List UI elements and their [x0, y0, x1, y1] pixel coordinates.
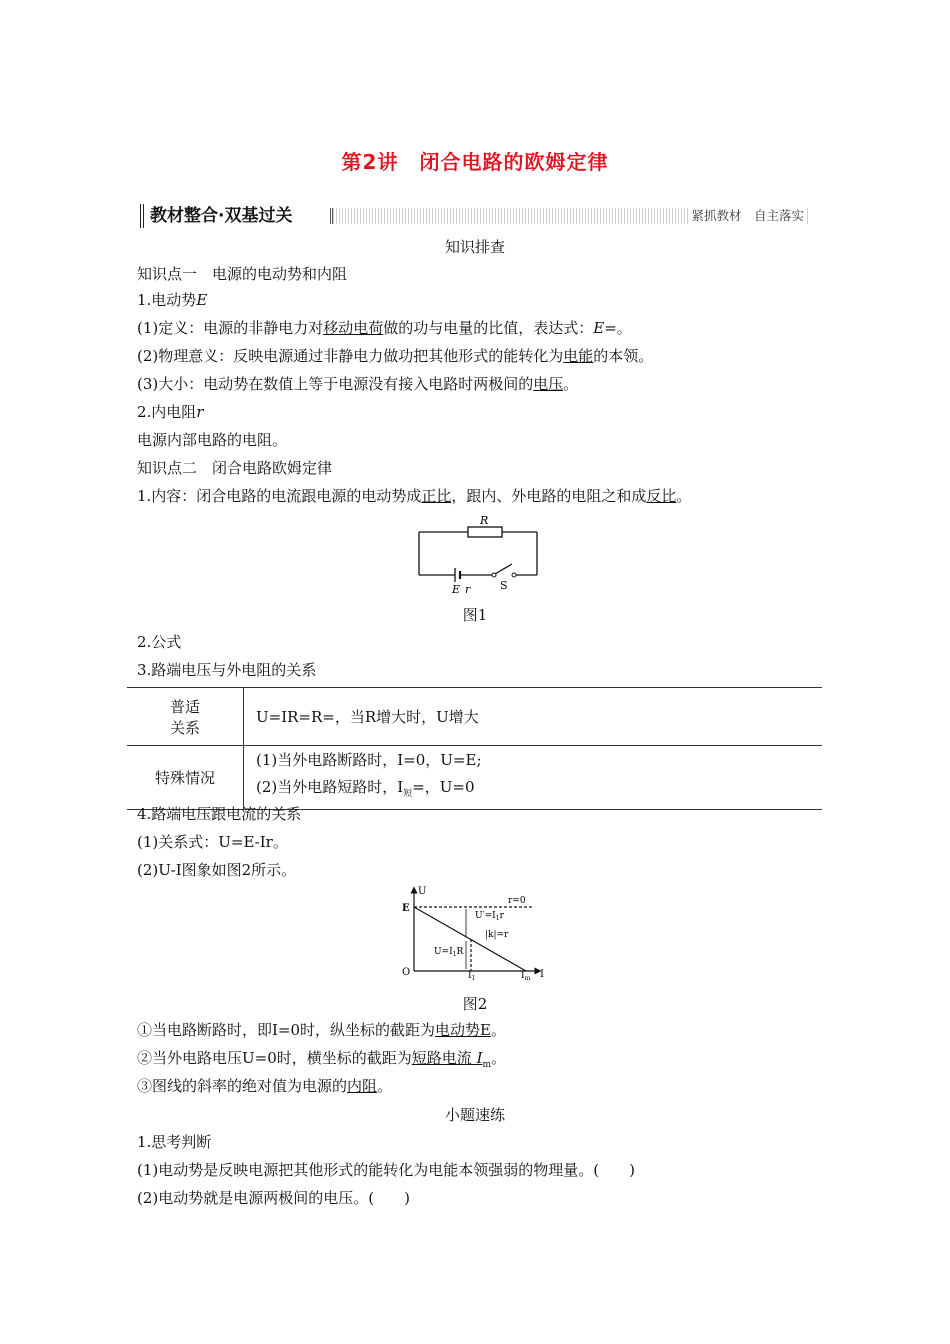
fig1-caption: 图1 — [462, 606, 488, 624]
heading-practice: 小题速练 — [444, 1106, 505, 1124]
fig2-caption: 图2 — [462, 995, 488, 1013]
note1-blank: 电动势E — [435, 1021, 491, 1039]
ui-line — [414, 907, 526, 971]
label-uprime — [475, 911, 505, 922]
note2-suffix: 。 — [491, 1049, 507, 1067]
def-suffix: 做的功与电量的比值，表达式： — [383, 319, 594, 337]
ui-expression: (1)关系式：U=E-Ir。 — [137, 833, 288, 851]
axis-label-I: I — [540, 969, 544, 980]
uprime-sub: 1 — [495, 915, 500, 922]
resistor-R — [468, 527, 502, 537]
emf-meaning — [137, 346, 653, 366]
ohm-content — [137, 486, 691, 506]
uir-sub: 1 — [452, 951, 457, 958]
note3-suffix: 。 — [377, 1077, 393, 1095]
content-suffix: 。 — [676, 487, 692, 505]
emf-heading — [137, 290, 207, 310]
im-main: I — [521, 971, 525, 980]
row2-line2-prefix: (2)当外电路短路时，I — [256, 778, 404, 796]
uir-end: R — [456, 947, 464, 957]
note2-blank-symbol: I — [476, 1049, 483, 1067]
note3-blank: 内阻 — [347, 1077, 378, 1095]
row2-line2-suffix: =，U=0 — [412, 778, 475, 796]
note1-suffix: 。 — [491, 1021, 507, 1039]
size-blank: 电压 — [533, 375, 564, 393]
label-uir — [434, 947, 464, 958]
relation-heading: 3.路端电压与外电阻的关系 — [137, 661, 317, 679]
note2-prefix: ②当外电路电压U=0时，横坐标的截距为 — [137, 1049, 412, 1067]
i1-sub: 1 — [471, 975, 476, 980]
section-bar-title: 教材整合·双基过关 — [140, 204, 298, 228]
page-title: 第2讲 闭合电路的欧姆定律 — [341, 150, 609, 174]
note1-prefix: ①当电路断路时，即I=0时，纵坐标的截距为 — [137, 1021, 436, 1039]
uprime-main: U′=I — [475, 911, 496, 921]
row1-head-a: 普适 — [169, 697, 200, 716]
emf-size — [137, 374, 578, 394]
practice-q2: (2)电动势就是电源两极间的电压。( ) — [137, 1189, 410, 1207]
switch-contact-right — [512, 573, 516, 577]
row2-head: 特殊情况 — [127, 746, 244, 810]
note2-sub: m — [482, 1060, 492, 1070]
label-E: E — [452, 583, 461, 596]
kp1-title: 知识点一 电源的电动势和内阻 — [137, 265, 348, 283]
r-symbol: r — [196, 403, 204, 421]
note2-blank — [411, 1049, 492, 1070]
size-prefix: (3)大小：电动势在数值上等于电源没有接入电路时两极间的 — [137, 375, 534, 393]
kp2-title: 知识点二 闭合电路欧姆定律 — [137, 459, 333, 477]
heading-knowledge: 知识排查 — [444, 238, 505, 256]
size-suffix: 。 — [563, 375, 579, 393]
row1-content: U=IR=R=，当R增大时，U增大 — [244, 688, 823, 746]
r-text: 电源内部电路的电阻。 — [137, 431, 288, 449]
content-blank1: 正比 — [421, 487, 452, 505]
section-bar — [140, 204, 810, 228]
ui-graph — [398, 884, 553, 980]
meaning-prefix: (2)物理意义：反映电源通过非静电力做功把其他形式的能转化为 — [137, 347, 564, 365]
label-S: S — [500, 579, 508, 592]
label-k: |k|=r — [485, 930, 509, 940]
row1-head — [127, 688, 244, 746]
def-blank: 移动电荷 — [323, 319, 384, 337]
emf-heading-text: 1.电动势 — [137, 291, 197, 309]
uir-main: U=I — [434, 947, 453, 957]
table-row — [127, 746, 822, 810]
switch-contact-left — [492, 573, 496, 577]
practice-heading: 1.思考判断 — [137, 1133, 212, 1151]
ui-graph-text: (2)U-I图象如图2所示。 — [137, 861, 297, 879]
note-2 — [137, 1048, 506, 1075]
meaning-suffix: 的本领。 — [593, 347, 654, 365]
emf-definition — [137, 318, 632, 338]
r-heading — [137, 402, 203, 422]
relation-table — [127, 687, 822, 810]
im-sub: m — [524, 975, 531, 980]
content-prefix: 1.内容：闭合电路的电流跟电源的电动势成 — [137, 487, 422, 505]
content-mid: ，跟内、外电路的电阻之和成 — [451, 487, 647, 505]
def-prefix: (1)定义：电源的非静电力对 — [137, 319, 324, 337]
row2-line1: (1)当外电路断路时，I=0，U=E; — [256, 751, 482, 769]
label-Im — [521, 971, 531, 980]
r-heading-text: 2.内电阻 — [137, 403, 197, 421]
axis-label-U: U — [418, 886, 427, 897]
practice-q1: (1)电动势是反映电源把其他形式的能转化为电能本领强弱的物理量。( ) — [137, 1161, 635, 1179]
row1-head-b: 关系 — [169, 718, 200, 737]
ui-heading: 4.路端电压跟电流的关系 — [137, 805, 302, 823]
uprime-end: r — [499, 911, 504, 921]
note3-prefix: ③图线的斜率的绝对值为电源的 — [137, 1077, 348, 1095]
meaning-blank: 电能 — [563, 347, 594, 365]
row2-content — [244, 746, 823, 810]
def-end: =。 — [604, 319, 632, 337]
note2-blank-text: 短路电流 — [411, 1049, 472, 1067]
formula-heading: 2.公式 — [137, 633, 182, 651]
content-blank2: 反比 — [646, 487, 677, 505]
intercept-E: E — [402, 903, 410, 914]
row2-line2-sub: 短 — [403, 789, 413, 799]
label-r0: r=0 — [508, 896, 526, 906]
table-row — [127, 688, 822, 746]
section-bar-subtitle: 紧抓教材 自主落实 — [689, 206, 806, 226]
def-symbol: E — [593, 319, 605, 337]
label-R: R — [480, 514, 489, 527]
switch-blade — [495, 564, 512, 574]
origin-O: O — [402, 967, 411, 978]
label-r: r — [465, 583, 471, 596]
i1-main: I — [468, 971, 472, 980]
circuit-diagram — [410, 512, 545, 596]
note-1 — [137, 1020, 506, 1040]
note-3 — [137, 1076, 392, 1096]
emf-symbol: E — [196, 291, 208, 309]
label-I1 — [468, 971, 475, 980]
